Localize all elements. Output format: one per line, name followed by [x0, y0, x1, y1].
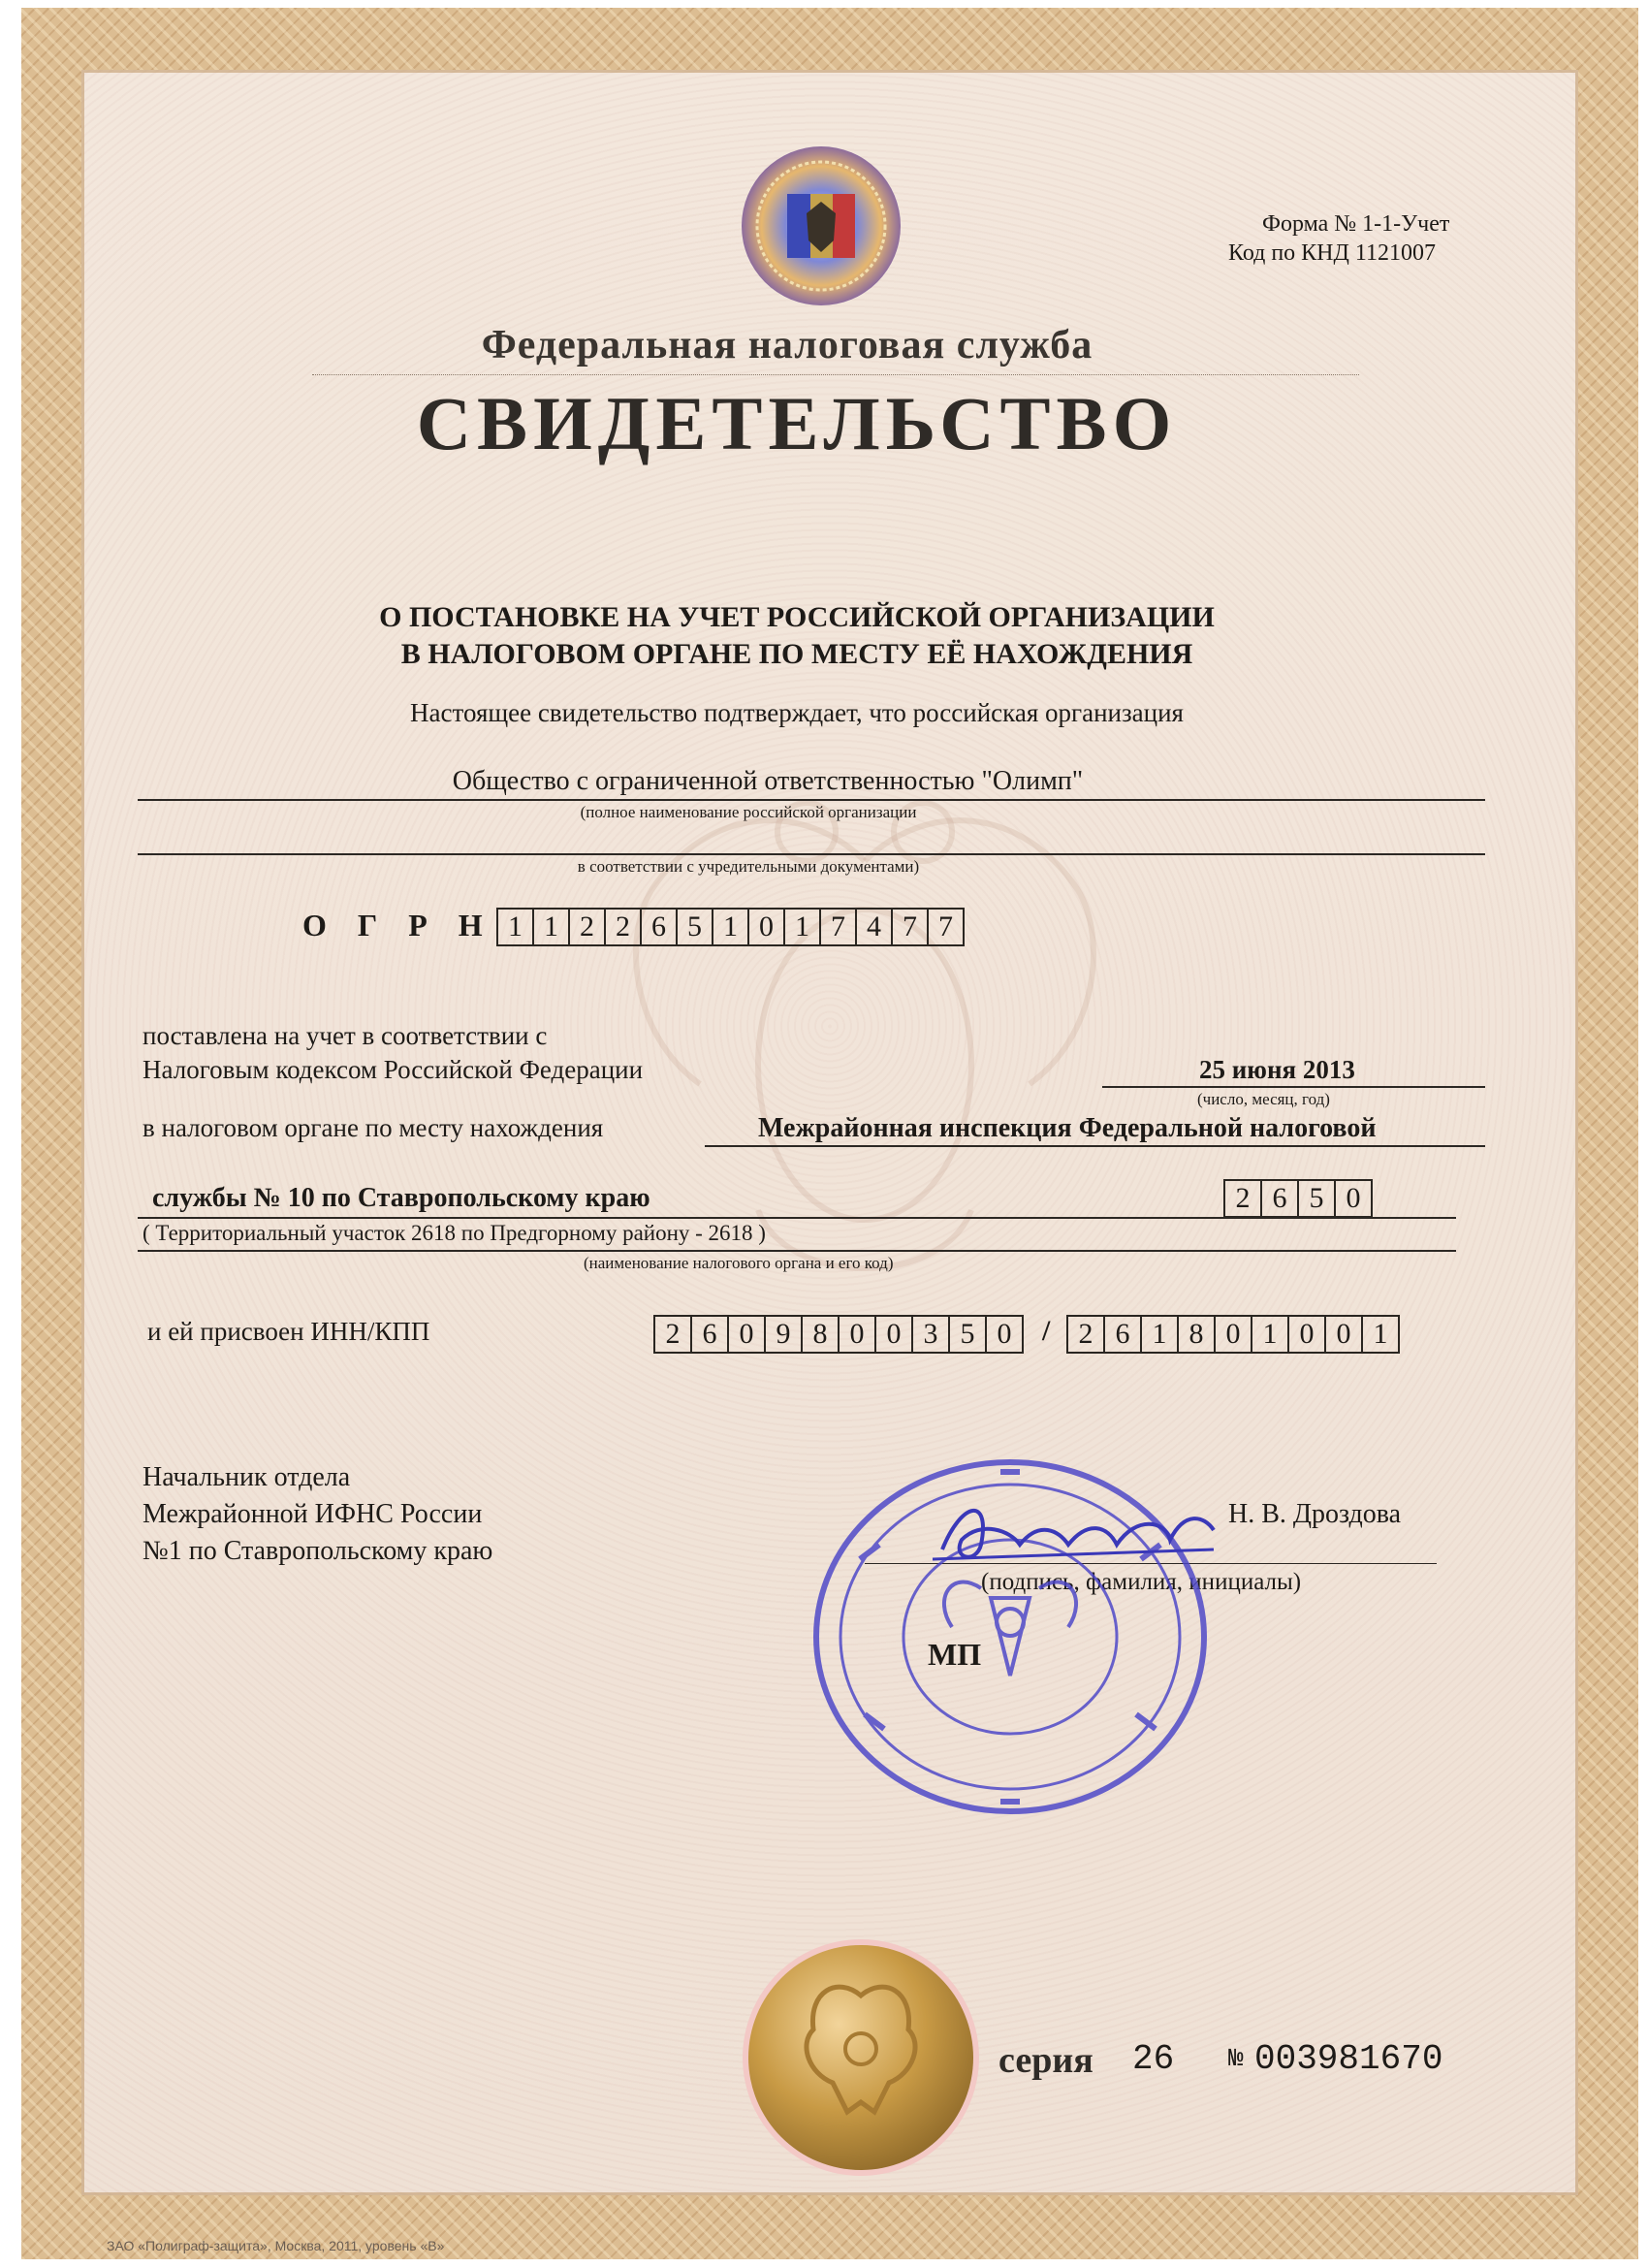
ogrn-digit: 1: [533, 908, 569, 946]
inn-digit: 2: [653, 1315, 691, 1354]
kpp-digit: 1: [1141, 1315, 1178, 1354]
inn-digit: 0: [839, 1315, 875, 1354]
inn-digit: 5: [949, 1315, 986, 1354]
authority-code-digit: 2: [1223, 1179, 1261, 1218]
date-line: [1102, 1086, 1485, 1088]
registration-date: 25 июня 2013: [1199, 1055, 1355, 1084]
registration-text-2: Налоговым кодексом Российской Федерации: [143, 1055, 644, 1084]
signature: [923, 1491, 1233, 1579]
inn-kpp-label: и ей присвоен ИНН/КПП: [147, 1317, 430, 1346]
certificate-sheet: [21, 8, 1638, 2259]
form-number: Форма № 1-1-Учет: [1262, 211, 1450, 237]
inn-digit: 0: [986, 1315, 1024, 1354]
authority-caption: (наименование налогового органа и его код): [584, 1254, 894, 1272]
authority-line-2: службы № 10 по Ставропольскому краю: [152, 1183, 650, 1213]
authority-code-digit: 0: [1335, 1179, 1373, 1218]
inn-boxes: [653, 1315, 1024, 1354]
kpp-digit: 1: [1362, 1315, 1400, 1354]
knd-code: Код по КНД 1121007: [1228, 240, 1436, 266]
stamp-place-mark: МП: [928, 1637, 982, 1672]
ogrn-digit: 7: [892, 908, 928, 946]
ogrn-digit: 7: [928, 908, 965, 946]
gold-seal: [741, 1937, 981, 2178]
inn-digit: 9: [765, 1315, 802, 1354]
ogrn-digit: 2: [569, 908, 605, 946]
hologram-emblem: [739, 144, 903, 308]
authority-line-2-rule: [138, 1217, 1456, 1219]
kpp-digit: 0: [1288, 1315, 1325, 1354]
place-label: в налоговом органе по месту нахождения: [143, 1113, 604, 1142]
authority-code-digit: 6: [1261, 1179, 1298, 1218]
kpp-digit: 0: [1325, 1315, 1362, 1354]
ogrn-digit: 2: [605, 908, 641, 946]
kpp-boxes: [1066, 1315, 1400, 1354]
serial-number: 003981670: [1254, 2039, 1443, 2079]
ogrn-digit: 1: [496, 908, 533, 946]
kpp-digit: 2: [1066, 1315, 1104, 1354]
ogrn-digit: 1: [784, 908, 820, 946]
inn-digit: 6: [691, 1315, 728, 1354]
signatory-title-2: Межрайонной ИФНС России: [143, 1499, 483, 1529]
signatory-title-1: Начальник отдела: [143, 1462, 351, 1492]
authority-code-boxes: [1223, 1179, 1373, 1218]
signatory-name: Н. В. Дроздова: [1228, 1499, 1402, 1529]
territorial-rule: [138, 1250, 1456, 1252]
organization-caption-2: в соответствии с учредительными документами): [577, 857, 920, 876]
ogrn-digit: 7: [820, 908, 856, 946]
ogrn-digit: 5: [677, 908, 713, 946]
kpp-digit: 0: [1215, 1315, 1252, 1354]
authority-code-digit: 5: [1298, 1179, 1335, 1218]
organization-caption-1: (полное наименование российской организации: [580, 803, 917, 821]
series-value: 26: [1132, 2039, 1175, 2079]
number-prefix: №: [1228, 2044, 1244, 2073]
agency-divider: [312, 374, 1359, 375]
series-label: серия: [998, 2040, 1093, 2081]
subtitle-line2: В НАЛОГОВОМ ОРГАНЕ ПО МЕСТУ ЕЁ НАХОЖДЕНИЯ: [400, 638, 1193, 670]
signatory-title-3: №1 по Ставропольскому краю: [143, 1536, 493, 1566]
ogrn-digit: 6: [641, 908, 677, 946]
territorial-unit: ( Территориальный участок 2618 по Предгорному району - 2618 ): [143, 1221, 766, 1245]
inn-kpp-separator: /: [1042, 1315, 1051, 1347]
signature-caption: (подпись, фамилия, инициалы): [981, 1569, 1302, 1595]
kpp-digit: 8: [1178, 1315, 1215, 1354]
authority-line-1: Межрайонная инспекция Федеральной налоговой: [758, 1113, 1377, 1143]
inn-digit: 3: [912, 1315, 949, 1354]
ogrn-digit: 1: [713, 908, 748, 946]
registration-text-1: поставлена на учет в соответствии с: [143, 1021, 548, 1050]
ogrn-digit: 4: [856, 908, 892, 946]
kpp-digit: 1: [1252, 1315, 1288, 1354]
inn-digit: 8: [802, 1315, 839, 1354]
printer-imprint: ЗАО «Полиграф-защита», Москва, 2011, уровень «В»: [107, 2238, 445, 2253]
organization-name: Общество с ограниченной ответственностью "Олимп": [452, 766, 1084, 796]
subtitle-line1: О ПОСТАНОВКЕ НА УЧЕТ РОССИЙСКОЙ ОРГАНИЗАЦИИ: [379, 601, 1215, 633]
agency-name: Федеральная налоговая служба: [481, 323, 1093, 367]
organization-line-1: [138, 799, 1485, 801]
ogrn-digit: 0: [748, 908, 784, 946]
kpp-digit: 6: [1104, 1315, 1141, 1354]
eagle-watermark: [564, 745, 1165, 1385]
page-title: СВИДЕТЕЛЬСТВО: [416, 381, 1178, 465]
ogrn-boxes: [496, 908, 965, 946]
date-caption: (число, месяц, год): [1197, 1090, 1330, 1108]
intro-text: Настоящее свидетельство подтверждает, что российская организация: [410, 698, 1184, 727]
authority-line-1-rule: [705, 1145, 1485, 1147]
inn-digit: 0: [875, 1315, 912, 1354]
organization-line-2: [138, 853, 1485, 855]
inn-digit: 0: [728, 1315, 765, 1354]
ogrn-label: О Г Р Н: [302, 908, 486, 942]
